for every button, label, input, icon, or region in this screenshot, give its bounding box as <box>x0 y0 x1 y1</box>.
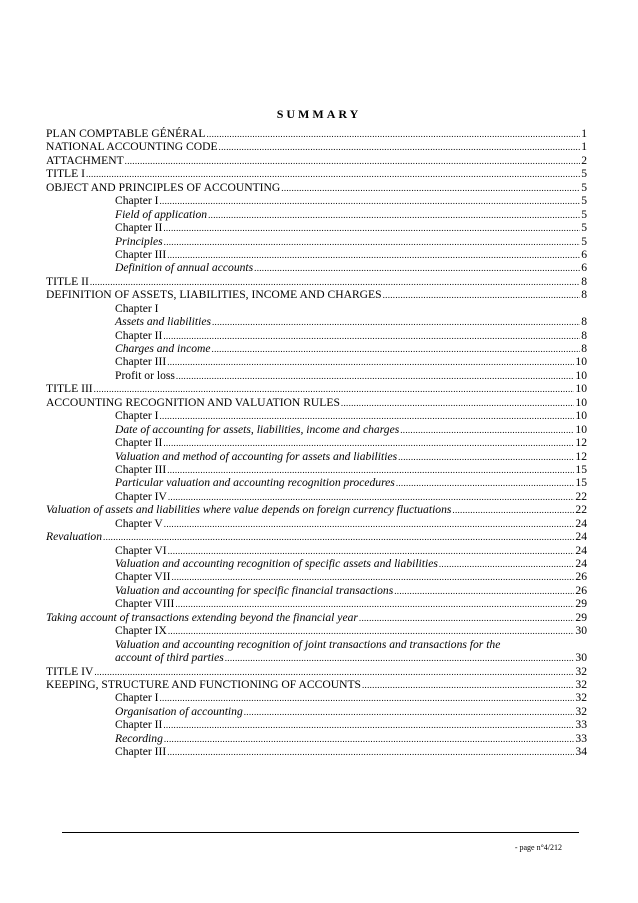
toc-entry-label: Charges and income <box>115 342 211 355</box>
toc-entry-label: Principles <box>115 234 163 248</box>
toc-entry-label: Chapter VI <box>115 543 167 557</box>
toc-entry-label: Definition of annual accounts <box>115 261 254 275</box>
toc-entry-label: NATIONAL ACCOUNTING CODE <box>46 140 218 154</box>
toc-entry[interactable] <box>46 557 587 570</box>
toc-entry[interactable] <box>46 261 587 274</box>
toc-entry[interactable] <box>46 275 587 288</box>
toc-entry[interactable] <box>46 409 587 422</box>
toc-entry-label: Chapter III <box>115 247 167 261</box>
toc-entry[interactable] <box>46 705 587 718</box>
dot-leader <box>281 182 580 195</box>
toc-entry[interactable] <box>46 235 587 248</box>
toc-entry-page: 32 <box>575 691 587 705</box>
toc-entry-page: 26 <box>575 583 587 597</box>
dot-leader <box>103 531 574 544</box>
toc-entry[interactable] <box>46 396 587 409</box>
toc-entry-label: Taking account of transactions extending beyond the financial year <box>46 610 358 624</box>
dot-leader <box>208 209 580 222</box>
toc-entry-label: OBJECT AND PRINCIPLES OF ACCOUNTING <box>46 180 281 194</box>
dot-leader <box>164 236 581 249</box>
toc-entry-label: account of third parties <box>115 651 224 665</box>
toc-entry[interactable] <box>46 329 587 342</box>
toc-entry[interactable] <box>46 503 587 516</box>
toc-entry[interactable] <box>46 167 587 180</box>
toc-entry[interactable] <box>46 570 587 583</box>
toc-entry-label: Chapter V <box>115 516 163 530</box>
dot-leader <box>400 424 574 437</box>
toc-entry-page: 8 <box>581 328 587 342</box>
toc-entry[interactable] <box>46 490 587 503</box>
toc-entry-page: 10 <box>575 422 587 436</box>
dot-leader <box>163 222 580 235</box>
dot-leader <box>341 397 574 410</box>
toc-entry-page: 1 <box>581 140 587 154</box>
toc-entry[interactable] <box>46 678 587 691</box>
dot-leader <box>219 141 581 154</box>
toc-entry-page: 2 <box>581 153 587 167</box>
toc-entry[interactable] <box>46 355 587 368</box>
toc-entry-label: Valuation and method of accounting for assets and liabilities <box>115 449 398 463</box>
page-title: SUMMARY <box>276 107 362 121</box>
toc-entry-label: Chapter VII <box>115 570 171 584</box>
toc-entry-page: 22 <box>575 503 587 517</box>
toc-entry[interactable] <box>46 315 587 328</box>
toc-entry-page: 24 <box>575 530 587 544</box>
dot-leader <box>163 719 574 732</box>
dot-leader <box>86 168 580 181</box>
dot-leader <box>94 666 574 679</box>
toc-entry-page: 33 <box>575 718 587 732</box>
toc-entry[interactable] <box>46 651 587 664</box>
toc-entry-label: Assets and liabilities <box>115 315 211 329</box>
toc-entry-label: KEEPING, STRUCTURE AND FUNCTIONING OF ACCOUNTS <box>46 677 361 691</box>
toc-entry-page: 32 <box>575 704 587 718</box>
toc-entry[interactable] <box>46 530 587 543</box>
toc-entry[interactable] <box>46 423 587 436</box>
toc-entry[interactable] <box>46 436 587 449</box>
toc-entry-label: Recording <box>115 731 163 745</box>
toc-entry-page: 24 <box>575 516 587 530</box>
toc-entry-label: ACCOUNTING RECOGNITION AND VALUATION RULES <box>46 395 340 409</box>
dot-leader <box>168 491 575 504</box>
toc-entry-label: Chapter II <box>115 328 163 342</box>
toc-entry-label: Chapter III <box>115 355 167 369</box>
toc-entry-page: 22 <box>575 489 587 503</box>
dot-leader <box>167 464 574 477</box>
toc-entry-label: Chapter II <box>115 221 163 235</box>
dot-leader <box>362 679 574 692</box>
toc-entry-page: 29 <box>575 597 587 611</box>
toc-entry[interactable] <box>46 638 587 651</box>
toc-entry-label: Date of accounting for assets, liabilities, income and charges <box>115 422 400 436</box>
dot-leader <box>159 692 574 705</box>
dot-leader <box>383 289 581 302</box>
dot-leader <box>167 746 574 759</box>
toc-entry-label: DEFINITION OF ASSETS, LIABILITIES, INCOME AND CHARGES <box>46 288 382 302</box>
toc-entry[interactable] <box>46 140 587 153</box>
toc-entry[interactable] <box>46 665 587 678</box>
dot-leader <box>175 598 574 611</box>
toc-entry-page: 5 <box>581 221 587 235</box>
toc-entry-label: PLAN COMPTABLE GÉNÉRAL <box>46 127 206 140</box>
dot-leader <box>176 370 575 383</box>
toc-entry-page: 10 <box>575 395 587 409</box>
toc-entry-label: Chapter I <box>115 409 159 423</box>
toc-entry-label: ATTACHMENT <box>46 153 124 167</box>
toc-entry[interactable] <box>46 248 587 261</box>
toc-entry-label: Chapter I <box>115 691 159 705</box>
dot-leader <box>90 276 580 289</box>
dot-leader <box>206 128 580 141</box>
toc-entry-label: TITLE II <box>46 274 89 288</box>
toc-entry-page: 10 <box>575 355 587 369</box>
dot-leader <box>163 330 580 343</box>
toc-entry-label: Organisation of accounting <box>115 704 243 718</box>
toc-entry[interactable] <box>46 181 587 194</box>
toc-entry[interactable] <box>46 208 587 221</box>
toc-entry-label: TITLE I <box>46 167 85 181</box>
toc-entry-page: 30 <box>575 624 587 638</box>
toc-entry[interactable] <box>46 194 587 207</box>
dot-leader <box>212 316 580 329</box>
toc-entry[interactable] <box>46 463 587 476</box>
toc-entry-page: 5 <box>581 207 587 221</box>
dot-leader <box>94 383 575 396</box>
toc-entry-label: Chapter II <box>115 436 163 450</box>
toc-entry-page: 32 <box>575 664 587 678</box>
dot-leader <box>163 437 574 450</box>
toc-entry[interactable] <box>46 745 587 758</box>
toc-entry-label: Field of application <box>115 207 208 221</box>
toc-entry-page: 30 <box>575 651 587 665</box>
toc-entry-page: 6 <box>581 247 587 261</box>
toc-entry[interactable] <box>46 127 587 140</box>
toc-entry-label: Revaluation <box>46 530 103 544</box>
toc-entry-label: TITLE IV <box>46 664 94 678</box>
toc-entry[interactable] <box>46 691 587 704</box>
toc-entry-label: Chapter III <box>115 745 167 759</box>
toc-entry[interactable] <box>46 288 587 301</box>
toc-entry[interactable] <box>46 154 587 167</box>
toc-entry-page: 33 <box>575 731 587 745</box>
dot-leader <box>212 343 581 356</box>
dot-leader <box>398 451 574 464</box>
toc-entry-label: Valuation of assets and liabilities where value depends on foreign currency fluctuations <box>46 503 452 517</box>
dot-leader <box>164 733 575 746</box>
toc-entry-page: 15 <box>575 476 587 490</box>
toc-entry[interactable] <box>46 718 587 731</box>
toc-entry-label: Particular valuation and accounting recognition procedures <box>115 476 395 490</box>
dot-leader <box>439 558 575 571</box>
dot-leader <box>159 195 580 208</box>
toc-entry-page: 5 <box>581 194 587 208</box>
toc-entry-page: 15 <box>575 462 587 476</box>
dot-leader <box>125 155 581 168</box>
toc-entry-page: 10 <box>575 409 587 423</box>
toc-entry-page: 6 <box>581 261 587 275</box>
dot-leader <box>452 504 574 517</box>
dot-leader <box>168 545 575 558</box>
toc-entry-label: Valuation and accounting recognition of specific assets and liabilities <box>115 557 438 570</box>
toc-entry-page: 32 <box>575 677 587 691</box>
toc-entry-label: Chapter IV <box>115 489 167 503</box>
toc-entry-page: 34 <box>575 745 587 759</box>
toc-entry-page: 8 <box>581 288 587 302</box>
toc-entry-page: 12 <box>575 449 587 463</box>
toc-entry[interactable] <box>46 450 587 463</box>
toc-entry-label: Chapter VIII <box>115 597 175 611</box>
dot-leader <box>159 410 574 423</box>
toc-entry-page: 5 <box>581 167 587 181</box>
toc-entry[interactable] <box>46 624 587 637</box>
toc-entry-page: 8 <box>581 315 587 329</box>
toc-entry[interactable] <box>46 369 587 382</box>
toc-entry-page: 24 <box>575 557 587 570</box>
toc-entry[interactable] <box>46 544 587 557</box>
dot-leader <box>171 571 574 584</box>
dot-leader <box>168 625 575 638</box>
dot-leader <box>396 477 575 490</box>
toc-entry-label: TITLE III <box>46 382 93 396</box>
toc-entry-label: Chapter IX <box>115 624 167 638</box>
toc-entry-page: 10 <box>575 382 587 396</box>
toc-entry-page: 29 <box>575 610 587 624</box>
footer-divider <box>62 832 579 833</box>
dot-leader <box>359 612 575 625</box>
toc-entry-label: Chapter II <box>115 718 163 732</box>
toc-entry[interactable] <box>46 597 587 610</box>
toc-entry-label: Profit or loss <box>115 368 175 382</box>
toc-entry[interactable] <box>46 342 587 355</box>
toc-entry-page: 8 <box>581 274 587 288</box>
toc-entry[interactable] <box>46 302 587 315</box>
toc-entry-label: Chapter III <box>115 462 167 476</box>
dot-leader <box>164 518 575 531</box>
page-number: - page n°4/212 <box>514 843 562 852</box>
dot-leader <box>254 262 580 275</box>
toc-entry-label: Valuation and accounting for specific financial transactions <box>115 583 394 597</box>
toc-entry[interactable] <box>46 517 587 530</box>
dot-leader <box>244 706 575 719</box>
toc-entry[interactable] <box>46 732 587 745</box>
toc-entry-page: 5 <box>581 180 587 194</box>
toc-entry[interactable] <box>46 611 587 624</box>
toc-entry-page: 24 <box>575 543 587 557</box>
dot-leader <box>225 652 575 665</box>
dot-leader <box>167 356 574 369</box>
toc-entry[interactable] <box>46 476 587 489</box>
toc-entry-page: 12 <box>575 436 587 450</box>
toc-entry-page: 1 <box>581 127 587 140</box>
table-of-contents <box>46 127 587 759</box>
toc-entry-page: 10 <box>575 368 587 382</box>
toc-entry-label: Chapter I <box>115 301 159 315</box>
toc-entry[interactable] <box>46 584 587 597</box>
toc-entry-page: 8 <box>581 342 587 355</box>
toc-entry[interactable] <box>46 382 587 395</box>
dot-leader <box>394 585 574 598</box>
toc-entry-label: Chapter I <box>115 194 159 208</box>
toc-entry-label: Valuation and accounting recognition of joint transactions and transactions for the <box>115 637 501 651</box>
toc-entry[interactable] <box>46 221 587 234</box>
toc-entry-page: 5 <box>581 234 587 248</box>
dot-leader <box>167 249 580 262</box>
toc-entry-page: 26 <box>575 570 587 584</box>
